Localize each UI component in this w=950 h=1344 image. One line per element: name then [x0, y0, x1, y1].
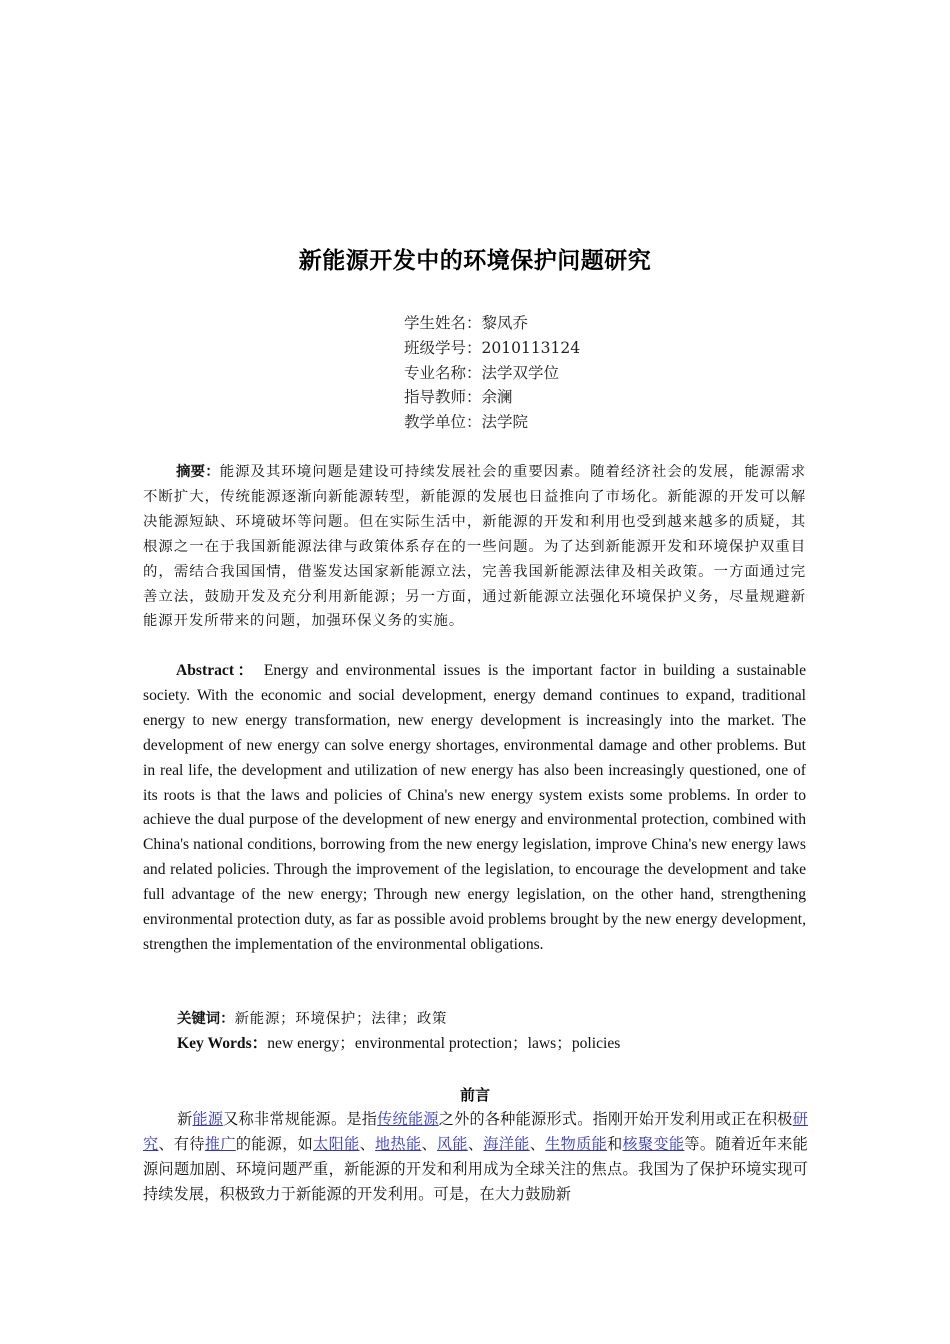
major-label: 专业名称： [404, 363, 482, 382]
major-value: 法学双学位 [481, 363, 560, 382]
link-promotion[interactable]: 推广 [204, 1135, 236, 1153]
student-name-row [404, 311, 580, 336]
preface-text: 、 [421, 1135, 437, 1153]
keywords-english [177, 1032, 620, 1056]
abstract-english-text: Energy and environmental issues is the important factor in building a sustainable society. With the economic and social development, energy demand continues to expand, traditional energy to new energy transformation, new energy development is increasingly into the market. The development of new energy can solve energy shortages, environmental damage and other problems. But in real life, the development and utilization of new energy has also been increasingly questioned, one of its roots is that the laws and policies of China's new energy system exists some problems. In order to achieve the dual purpose of the development of new energy and environmental protection, combined with China's national conditions, borrowing from the new energy legislation, improve China's new energy laws and related policies. Through the improvement of the legislation, to encourage the development and take full advantage of the new energy; Through new energy legislation, on the other hand, strengthening environmental protection duty, as far as possible avoid problems brought by the new energy development, strengthen the implementation of the environmental obligations. [143, 662, 806, 953]
student-name-value: 黎凤乔 [481, 314, 529, 332]
preface-heading: 前言 [459, 1086, 490, 1104]
link-energy[interactable]: 能源 [192, 1110, 224, 1128]
student-id-row [404, 336, 580, 361]
preface-text: 、 [467, 1135, 484, 1153]
abstract-chinese-text: 能源及其环境问题是建设可持续发展社会的重要因素。随着经济社会的发展，能源需求不断扩大，传统能源逐渐向新能源转型，新能源的发展也日益推向了市场化。新能源的开发可以解决能源短缺、环境破坏等问题。但在实际生活中，新能源的开发和利用也受到越来越多的质疑，其根源之一在于我国新能源法律与政策体系存在的一些问题。为了达到新能源开发和环境保护双重目的，需结合我国国情，借鉴发达国家新能源立法，完善我国新能源法律及相关政策。一方面通过完善立法，鼓励开发及充分利用新能源；另一方面，通过新能源立法强化环境保护义务，尽量规避新能源开发所带来的问题，加强环保义务的实施。 [143, 464, 806, 630]
student-name-label: 学生姓名： [404, 314, 482, 332]
keywords-chinese [177, 1007, 447, 1031]
abstract-english [143, 659, 806, 958]
link-solar-energy[interactable]: 太阳能 [313, 1135, 360, 1153]
department-value: 法学院 [481, 413, 529, 432]
preface-text: 的能源，如 [235, 1135, 314, 1153]
author-info-block [404, 311, 580, 435]
link-biomass-energy[interactable]: 生物质能 [545, 1135, 608, 1153]
document-title: 新能源开发中的环境保护问题研究 [298, 248, 652, 274]
preface-text: 又称非常规能源。是指 [223, 1110, 378, 1128]
keywords-english-label: Key Words： [177, 1035, 268, 1052]
preface-text: 、 [359, 1135, 376, 1153]
preface-text: 之外的各种能源形式。指刚开始开发利用或正在积极 [438, 1110, 793, 1128]
advisor-row [404, 385, 580, 410]
department-label: 教学单位： [404, 413, 482, 432]
link-geothermal-energy[interactable]: 地热能 [375, 1135, 422, 1153]
keywords-english-text: new energy；environmental protection；laws；policies [267, 1035, 621, 1052]
preface-text: 等。随着近年来能源问题加剧、环境问题严重，新能源的开发和利用成为全球关注的焦点。我国为了保护环境实现可持续发展，积极致力于新能源的开发利用。可是，在大力鼓励新 [143, 1135, 808, 1203]
keywords-chinese-label: 关键词： [177, 1011, 235, 1027]
preface-text: 新 [177, 1110, 193, 1128]
link-research[interactable]: 研究 [143, 1110, 808, 1153]
abstract-chinese-label: 摘要： [176, 464, 220, 480]
preface-text: 和 [607, 1135, 623, 1153]
link-wind-energy[interactable]: 风能 [436, 1135, 468, 1153]
link-traditional-energy[interactable]: 传统能源 [377, 1110, 439, 1128]
preface-text: 、 [529, 1135, 546, 1153]
link-fusion-energy[interactable]: 核聚变能 [622, 1135, 685, 1153]
advisor-label: 指导教师： [404, 388, 482, 407]
department-row [404, 410, 580, 435]
student-id-value: 2010113124 [481, 338, 581, 357]
advisor-value: 余澜 [481, 388, 513, 407]
student-id-label: 班级学号： [404, 338, 482, 357]
preface-text: 、有待 [158, 1135, 205, 1153]
preface-paragraph [143, 1107, 808, 1207]
major-row [404, 361, 580, 386]
abstract-chinese [143, 460, 806, 634]
keywords-chinese-text: 新能源；环境保护；法律；政策 [234, 1011, 448, 1027]
abstract-english-label: Abstract： [176, 662, 257, 679]
link-ocean-energy[interactable]: 海洋能 [483, 1135, 530, 1153]
